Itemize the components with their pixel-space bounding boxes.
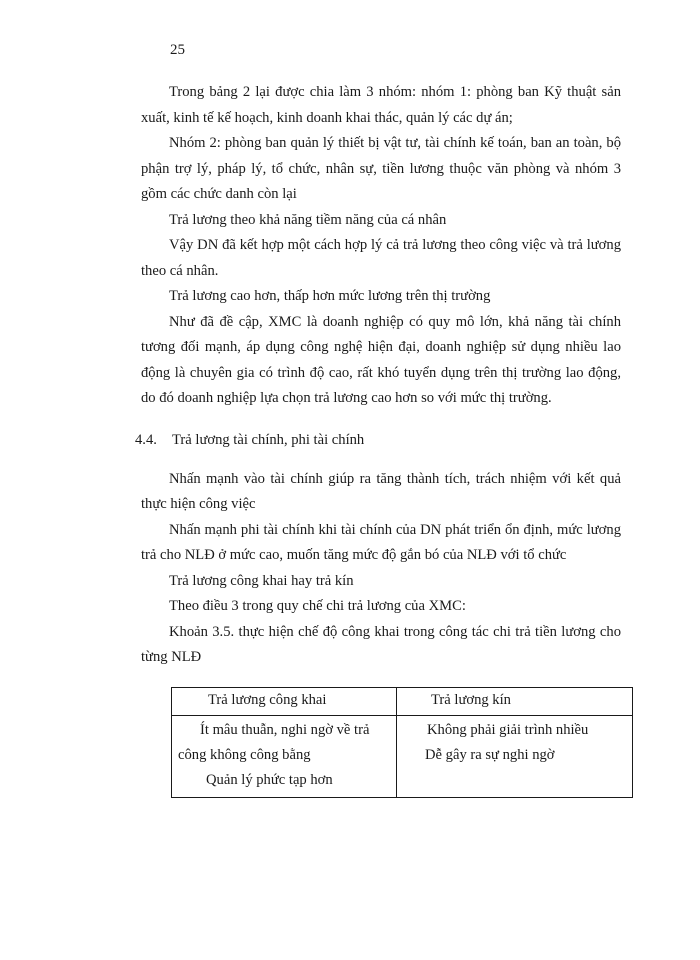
section-number: 4.4. <box>135 431 157 448</box>
page-number: 25 <box>170 42 185 58</box>
paragraph-xmc-explanation: Như đã đề cập, XMC là doanh nghiệp có quy mô lớn, khả năng tài chính tương đối mạnh, áp dụng công nghệ hiện đại, doanh nghiệp sử dụng nhiều lao động là chuyên gia có trình độ cao, rất khó tuyển dụng trên thị trường lao động, do đó doanh nghiệp lựa chọn trả lương cao hơn so với mức thị trường. <box>141 313 621 406</box>
paragraph-combined-pay: Vậy DN đã kết hợp một cách hợp lý cả trả lương theo công việc và trả lương theo cá nhân. <box>141 237 621 279</box>
table-row <box>172 715 633 797</box>
document-body <box>135 80 621 798</box>
table-cell-text: Dễ gây ra sự nghi ngờ <box>425 746 555 763</box>
table-cell-text: Quản lý phức tạp hơn <box>206 771 333 788</box>
comparison-table <box>171 687 633 798</box>
table-cell-closed-pay <box>397 715 633 797</box>
paragraph-potential-pay: Trả lương theo khả năng tiềm năng của cá nhân <box>169 211 447 228</box>
table-header-closed-pay <box>397 687 633 715</box>
table-header-row <box>172 687 633 715</box>
paragraph-regulation-article: Theo điều 3 trong quy chế chi trả lương của XMC: <box>169 598 466 614</box>
table-cell-open-pay <box>172 715 397 797</box>
paragraph-market-pay: Trả lương cao hơn, thấp hơn mức lương trên thị trường <box>169 288 491 304</box>
table-cell-text: Ít mâu thuẫn, nghi ngờ về trả <box>200 721 370 738</box>
paragraph-open-vs-closed-pay: Trả lương công khai hay trả kín <box>169 572 354 589</box>
table-header-open-pay-label: Trả lương công khai <box>208 691 327 708</box>
section-heading <box>135 428 621 453</box>
paragraph-group-2: Nhóm 2: phòng ban quản lý thiết bị vật tư, tài chính kế toán, ban an toàn, bộ phận trợ lý, pháp lý, tổ chức, nhân sự, tiền lương thuộc văn phòng và nhóm 3 gồm các chức danh còn lại <box>141 135 621 202</box>
table-cell-text: Không phải giải trình nhiều <box>427 721 589 738</box>
comparison-table-wrapper <box>171 687 623 798</box>
table-header-open-pay <box>172 687 397 715</box>
section-title: Trả lương tài chính, phi tài chính <box>172 431 365 448</box>
table-header-closed-pay-label: Trả lương kín <box>431 691 511 708</box>
paragraph-non-financial-emphasis: Nhấn mạnh phi tài chính khi tài chính của DN phát triển ổn định, mức lương trả cho NLĐ ở mức cao, muốn tăng mức độ gắn bó của NLĐ với tổ chức <box>141 521 621 563</box>
paragraph-clause-3-5: Khoản 3.5. thực hiện chế độ công khai trong công tác chi trả tiền lương cho từng NLĐ <box>141 623 621 665</box>
table-cell-text: công không công bằng <box>178 746 311 763</box>
paragraph-financial-emphasis: Nhấn mạnh vào tài chính giúp ra tăng thành tích, trách nhiệm với kết quả thực hiện công việc <box>141 470 621 512</box>
paragraph-group-breakdown: Trong bảng 2 lại được chia làm 3 nhóm: nhóm 1: phòng ban Kỹ thuật sản xuất, kinh tế kế hoạch, kinh doanh khai thác, quản lý các dự án; <box>141 84 621 126</box>
